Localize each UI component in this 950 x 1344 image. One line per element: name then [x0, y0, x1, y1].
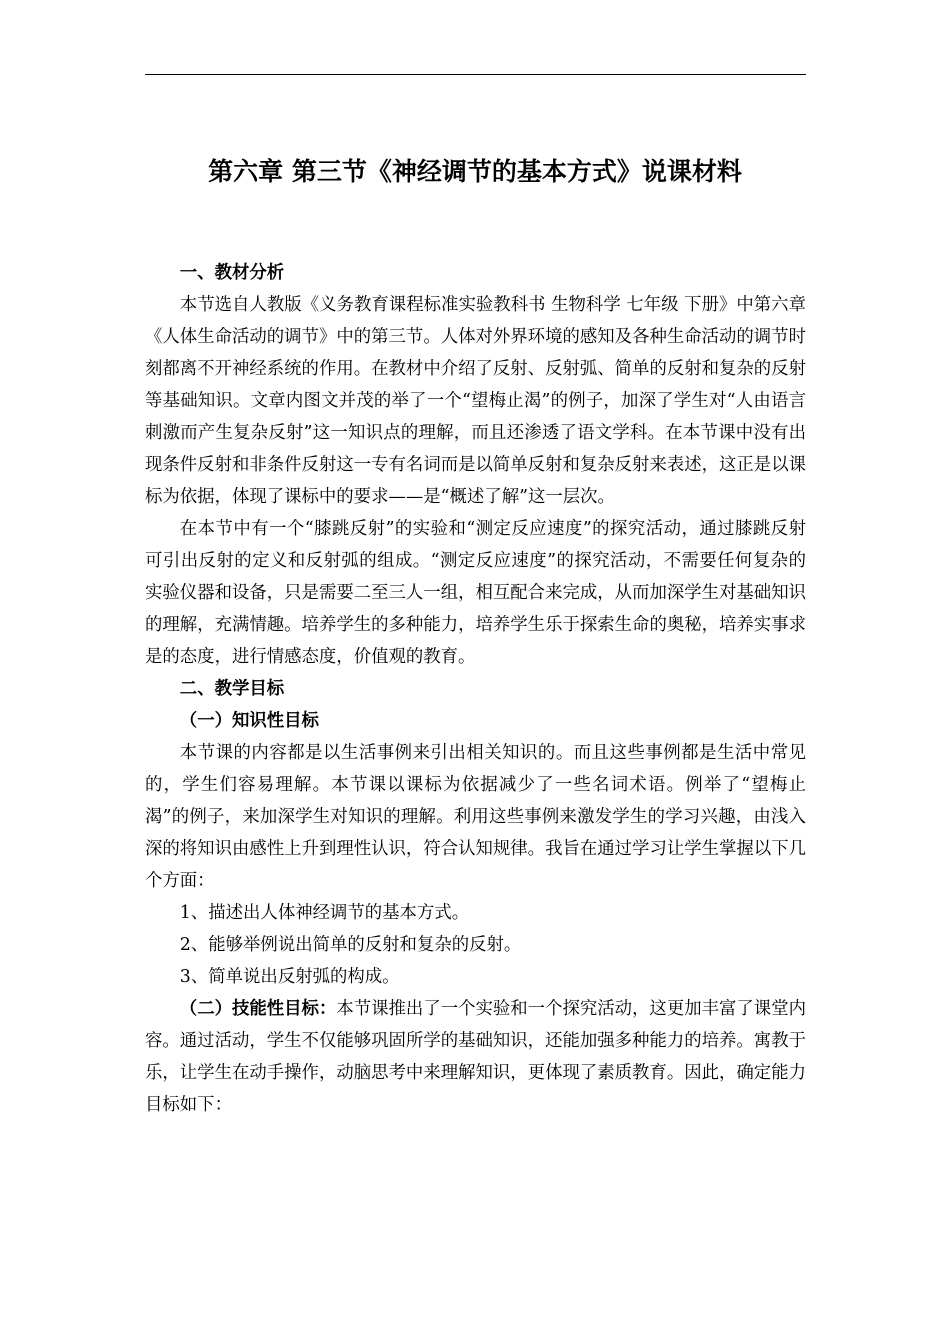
list-item: 2、能够举例说出简单的反射和复杂的反射。: [179, 935, 522, 955]
document-body: [145, 257, 806, 1121]
paragraph: 在本节中有一个“膝跳反射”的实验和“测定反应速度”的探究活动，通过膝跳反射可引出反射的定义和反射弧的组成。“测定反应速度”的探究活动，不需要任何复杂的实验仪器和设备，只是需要二至三人一组，相互配合来完成，从而加深学生对基础知识的理解，充满情趣。培养学生的多种能力，培养学生乐于探索生命的奥秘，培养实事求是的态度，进行情感态度，价值观的教育。: [145, 519, 806, 667]
header-rule: [145, 74, 806, 75]
subsection-label-skill-goals: （二）技能性目标：: [179, 999, 337, 1019]
list-item: 1、描述出人体神经调节的基本方式。: [179, 903, 470, 923]
list-item: 3、简单说出反射弧的构成。: [179, 967, 400, 987]
subsection-heading-knowledge-goals: （一）知识性目标: [179, 711, 319, 731]
document-title: 第六章 第三节《神经调节的基本方式》说课材料: [208, 157, 742, 186]
section-heading-textbook-analysis: 一、教材分析: [179, 263, 285, 283]
skill-goals-text: 本节课推出了一个实验和一个探究活动，这更加丰富了课堂内容。通过活动，学生不仅能够巩固所学的基础知识，还能加强多种能力的培养。寓教于乐，让学生在动手操作，动脑思考中来理解知识，更体现了素质教育。因此，确定能力目标如下：: [145, 999, 806, 1115]
paragraph: 本节选自人教版《义务教育课程标准实验教科书 生物科学 七年级 下册》中第六章《人体生命活动的调节》中的第三节。人体对外界环境的感知及各种生命活动的调节时刻都离不开神经系统的作用。在教材中介绍了反射、反射弧、简单的反射和复杂的反射等基础知识。文章内图文并茂的举了一个“望梅止渴”的例子，加深了学生对“人由语言刺激而产生复杂反射”这一知识点的理解，而且还渗透了语文学科。在本节课中没有出现条件反射和非条件反射这一专有名词而是以简单反射和复杂反射来表述，这正是以课标为依据，体现了课标中的要求——是“概述了解”这一层次。: [145, 295, 806, 507]
paragraph: 本节课的内容都是以生活事例来引出相关知识的。而且这些事例都是生活中常见的，学生们容易理解。本节课以课标为依据减少了一些名词术语。例举了“望梅止渴”的例子，来加深学生对知识的理解。利用这些事例来激发学生的学习兴趣，由浅入深的将知识由感性上升到理性认识，符合认知规律。我旨在通过学习让学生掌握以下几个方面：: [145, 743, 806, 891]
section-heading-teaching-goals: 二、教学目标: [179, 679, 285, 699]
skill-goals-paragraph: [145, 993, 806, 1121]
